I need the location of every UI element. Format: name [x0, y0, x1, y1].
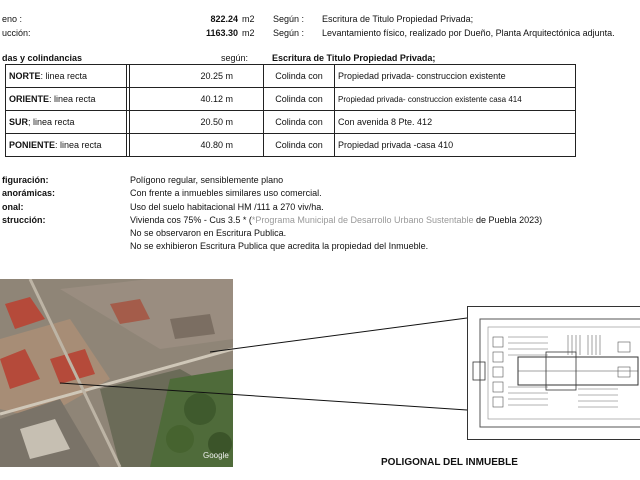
restricciones-value: Vivienda cos 75% - Cus 3.5 * (*Programa Municipal de Desarrollo Urbano Sustentable de Puebla 2023)	[130, 215, 543, 225]
terreno-fuente: Escritura de Titulo Propiedad Privada;	[322, 14, 474, 24]
owner: Propiedad privada- construccion existente	[335, 65, 576, 88]
terreno-unit: m2	[242, 14, 255, 24]
uso-value: Uso del suelo habitacional HM /111 a 270 viv/ha.	[130, 202, 324, 212]
construccion-fuente: Levantamiento físico, realizado por Dueño, Planta Arquitectónica adjunta.	[322, 28, 615, 38]
direction-desc: ; linea recta	[28, 117, 75, 127]
owner: Propiedad privada- construccion existente casa 414	[335, 88, 576, 111]
nota-escritura: No se observaron en Escritura Publica.	[130, 228, 287, 238]
owner: Con avenida 8 Pte. 412	[335, 111, 576, 134]
colinda: Colinda con	[264, 134, 335, 157]
panoramicas-label: anorámicas:	[2, 188, 56, 198]
direction-desc: : linea recta	[49, 94, 96, 104]
construccion-unit: m2	[242, 28, 255, 38]
nota-propiedad: No se exhibieron Escritura Publica que acredita la propiedad del Inmueble.	[130, 241, 429, 251]
photo-credit: Google	[203, 451, 229, 460]
direction: PONIENTE	[9, 140, 56, 150]
construccion-label: ucción:	[2, 28, 31, 38]
colindancias-segun: según:	[221, 53, 249, 63]
measure: 20.25 m	[130, 65, 264, 88]
direction-desc: : linea recta	[55, 140, 102, 150]
terreno-segun: Según :	[273, 14, 305, 24]
direction: NORTE	[9, 71, 41, 81]
floor-plan	[467, 306, 640, 440]
construccion-value: 1163.30	[205, 28, 238, 38]
poligonal-label: POLIGONAL DEL INMUEBLE	[381, 457, 518, 468]
measure: 40.80 m	[130, 134, 264, 157]
colinda: Colinda con	[264, 88, 335, 111]
configuracion-value: Polígono regular, sensiblemente plano	[130, 175, 284, 185]
measure: 40.12 m	[130, 88, 264, 111]
colinda: Colinda con	[264, 111, 335, 134]
colinda: Colinda con	[264, 65, 335, 88]
owner: Propiedad privada -casa 410	[335, 134, 576, 157]
direction: ORIENTE	[9, 94, 50, 104]
direction: SUR	[9, 117, 29, 127]
panoramicas-value: Con frente a inmuebles similares uso comercial.	[130, 188, 322, 198]
restricciones-label: strucción:	[2, 215, 46, 225]
colindancias-heading: das y colindancias	[2, 53, 83, 63]
configuracion-label: figuración:	[2, 175, 49, 185]
construccion-segun: Según :	[273, 28, 305, 38]
colindancias-fuente: Escritura de Titulo Propiedad Privada;	[272, 53, 436, 63]
measure: 20.50 m	[130, 111, 264, 134]
terreno-value: 822.24	[210, 14, 238, 24]
uso-label: onal:	[2, 202, 24, 212]
direction-desc: : linea recta	[40, 71, 88, 81]
terreno-label: eno :	[2, 14, 23, 24]
